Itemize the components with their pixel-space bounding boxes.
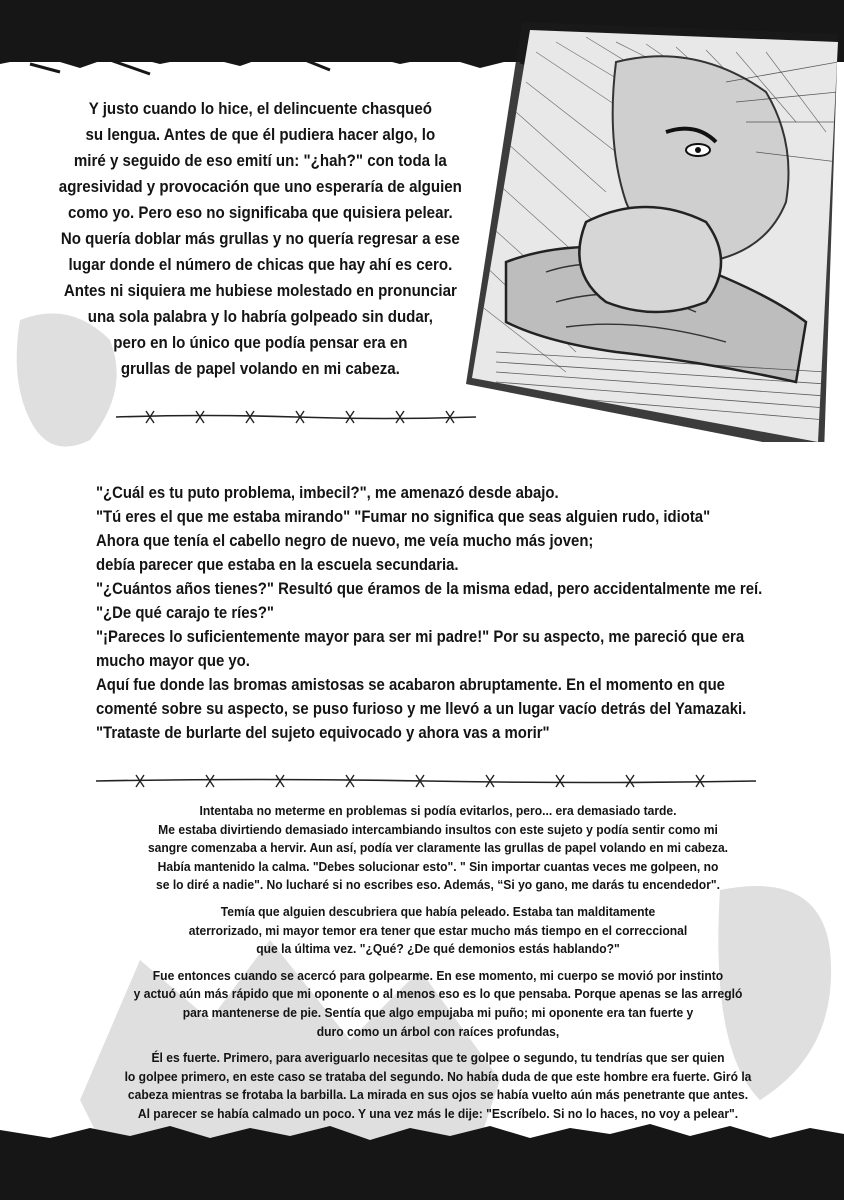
paragraph-2-line: "¡Pareces lo suficientemente mayor para ser mi padre!" Por su aspecto, me pareció que era	[96, 628, 745, 646]
barbed-wire-divider-bottom	[96, 770, 756, 792]
paragraph-3a-line: se lo diré a nadie". No lucharé si no escribes eso. Además, “Si yo gano, me darás tu encendedor".	[156, 877, 720, 893]
paragraph-3a-line: Intentaba no meterme en problemas si podía evitarlos, pero... era demasiado tarde.	[199, 803, 677, 818]
paragraph-gap	[94, 1041, 782, 1049]
paragraph-2-line: debía parecer que estaba en la escuela secundaria.	[96, 556, 459, 574]
paragraph-3c-line: Fue entonces cuando se acercó para golpearme. En ese momento, mi cuerpo se movió por instinto	[152, 967, 724, 983]
paragraph-3a-line: Me estaba divirtiendo demasiado intercambiando insultos con este sujeto y podía sentir como mi	[158, 821, 718, 837]
paragraph-2	[96, 481, 777, 745]
paragraph-gap	[94, 959, 782, 967]
paragraph-3b-line: aterrorizado, mi mayor temor era tener que estar mucho más tiempo en el correccional	[188, 922, 688, 938]
paragraph-3c-line: y actuó aún más rápido que mi oponente o al menos eso es lo que pensaba. Porque apenas se las arregló	[133, 986, 743, 1002]
paragraph-2-line: "Tú eres el que me estaba mirando" "Fumar no significa que seas alguien rudo, idiota"	[96, 508, 711, 526]
paragraph-2-line: "¿De qué carajo te ríes?"	[96, 604, 275, 622]
paragraph-3c-line: duro como un árbol con raíces profundas,	[316, 1023, 560, 1039]
paragraph-1-line: Y justo cuando lo hice, el delincuente chasqueó	[88, 100, 432, 118]
paragraph-2-line: "¿Cuál es tu puto problema, imbecil?", me amenazó desde abajo.	[96, 484, 559, 502]
paragraph-2-line: Aquí fue donde las bromas amistosas se acabaron abruptamente. En el momento en que	[96, 676, 725, 694]
paragraph-1-line: agresividad y provocación que uno esperaría de alguien	[58, 178, 462, 196]
paragraph-1-line: una sola palabra y lo habría golpeado sin dudar,	[87, 308, 433, 326]
paragraph-2-line: mucho mayor que yo.	[96, 652, 250, 670]
paragraph-1-line: como yo. Pero eso no significaba que quisiera pelear.	[68, 204, 453, 222]
paragraph-1-line: No quería doblar más grullas y no quería regresar a ese	[60, 230, 460, 248]
paragraph-2-line: comenté sobre su aspecto, se puso furioso y me llevó a un lugar vacío detrás del Yamazaki.	[96, 700, 747, 718]
paragraph-1	[46, 96, 475, 382]
paragraph-3b-line: que la última vez. "¿Qué? ¿De qué demonios estás hablando?"	[256, 941, 620, 957]
paragraph-3d-line: lo golpee primero, en este caso se trataba del segundo. No había duda de que este hombre era fuerte. Giró la	[124, 1068, 752, 1084]
paragraph-gap	[94, 895, 782, 903]
bottom-grunge-border	[0, 1145, 844, 1200]
paragraph-1-line: grullas de papel volando en mi cabeza.	[120, 360, 400, 378]
paragraph-3b-line: Temía que alguien descubriera que había peleado. Estaba tan malditamente	[220, 903, 656, 919]
barbed-wire-divider-top	[116, 406, 476, 428]
paragraph-2-line: "¿Cuántos años tienes?" Resultó que éramos de la misma edad, pero accidentalmente me reí.	[96, 580, 763, 598]
paragraph-1-line: Antes ni siquiera me hubiese molestado en pronunciar	[63, 282, 457, 300]
paragraph-3d-line: Él es fuerte. Primero, para averiguarlo necesitas que te golpee o segundo, tu tendrías que ser quien	[151, 1050, 725, 1066]
paragraph-3	[94, 802, 782, 1124]
paragraph-1-line: su lengua. Antes de que él pudiera hacer algo, lo	[85, 126, 436, 144]
paragraph-3a-line: Había mantenido la calma. "Debes solucionar esto". " Sin importar cuantas veces me golpeen, no	[157, 858, 719, 874]
paragraph-2-line: Ahora que tenía el cabello negro de nuevo, me veía mucho más joven;	[96, 532, 594, 550]
paragraph-1-line: lugar donde el número de chicas que hay ahí es cero.	[68, 256, 453, 274]
paragraph-1-line: pero en lo único que podía pensar era en	[113, 334, 408, 352]
paragraph-3d-line: Al parecer se había calmado un poco. Y una vez más le dije: "Escríbelo. Si no lo haces, no voy a pelear".	[137, 1105, 739, 1121]
manga-illustration	[466, 22, 838, 442]
paragraph-1-line: miré y seguido de eso emití un: "¿hah?" con toda la	[73, 152, 447, 170]
paragraph-2-line: "Trataste de burlarte del sujeto equivocado y ahora vas a morir"	[96, 724, 550, 742]
paragraph-3a-line: sangre comenzaba a hervir. Aun así, podía ver claramente las grullas de papel volando en mi cabeza.	[147, 840, 729, 856]
paragraph-3c-line: para mantenerse de pie. Sentía que algo empujaba mi puño; mi oponente era tan fuerte y	[182, 1004, 694, 1020]
paragraph-3d-line: cabeza mientras se frotaba la barbilla. La mirada en sus ojos se había vuelto aún más penetrante que antes.	[127, 1087, 749, 1103]
